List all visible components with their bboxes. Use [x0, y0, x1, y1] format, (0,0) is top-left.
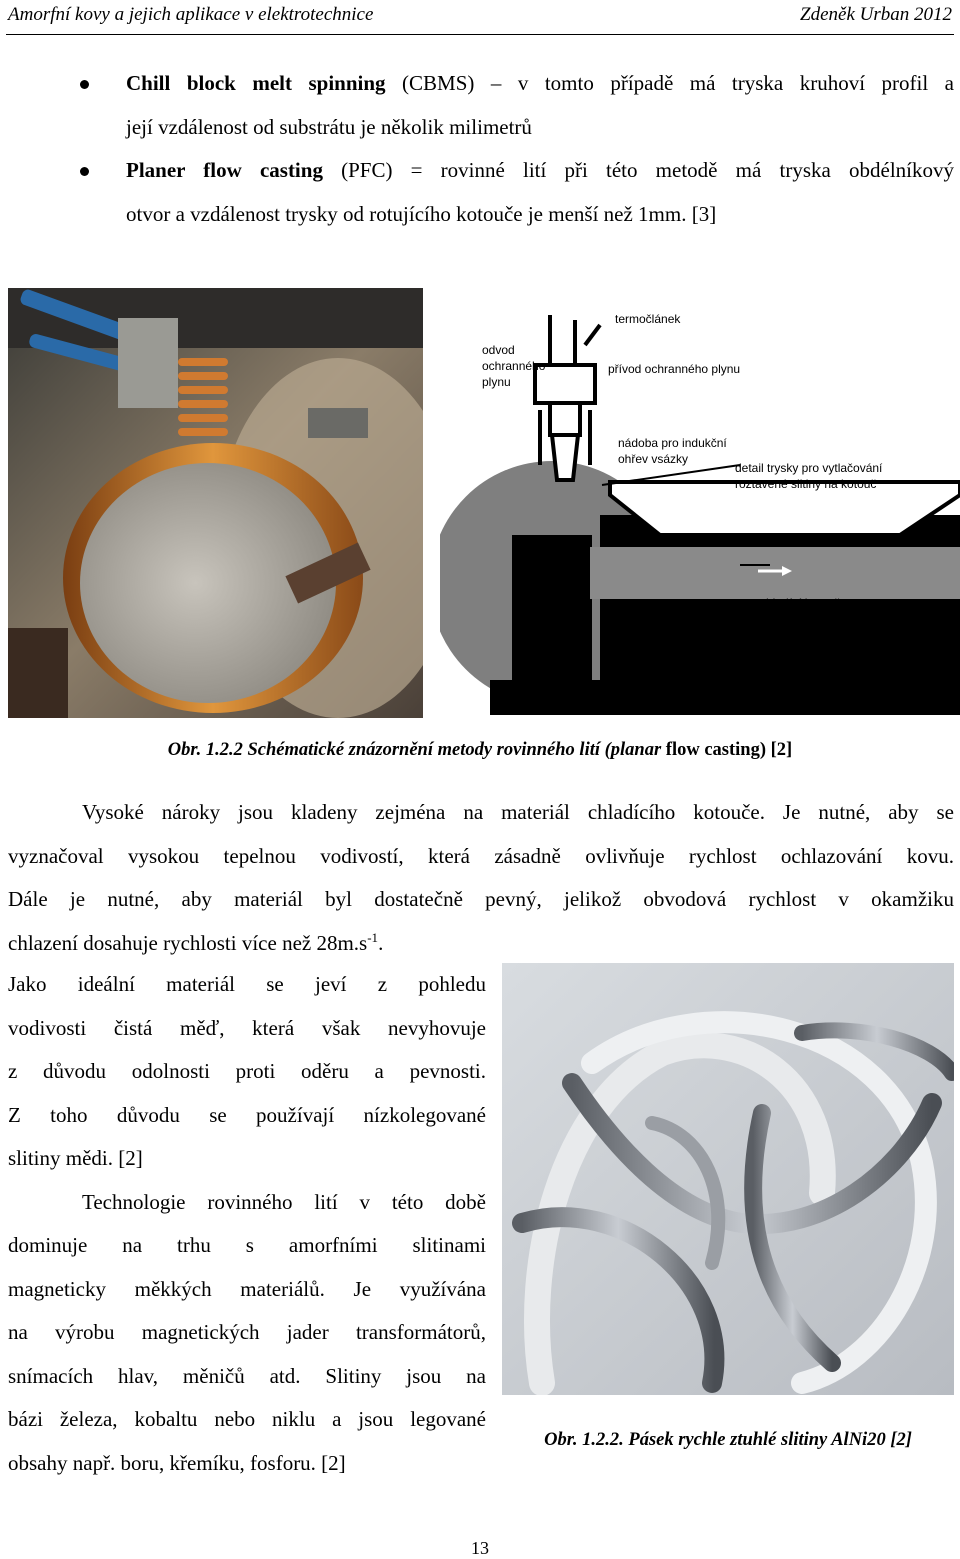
bullet-text: (PFC) = rovinné lití při této metodě má tryska obdélníkový	[322, 158, 954, 182]
label-solid-2: slitina	[620, 629, 651, 643]
bullet-dot-icon	[80, 167, 89, 176]
bullet-line: její vzdálenost od substrátu je několik milimetrů	[126, 114, 532, 139]
paragraph-line: vodivosti čistá měď, která však nevyhovuje	[8, 1015, 486, 1040]
paragraph-line: Jako ideální materiál se jeví z pohledu	[8, 972, 486, 996]
caption-italic: Obr. 1.2.2 Schématické znázornění metody rovinného lití (planar	[167, 740, 662, 760]
bullet-line	[126, 149, 954, 193]
figure-caption-1	[0, 740, 960, 761]
paragraph-line: magneticky měkkých materiálů. Je využívána	[8, 1276, 486, 1301]
paragraph-line: vyznačoval vysokou tepelnou vodivostí, která zásadně ovlivňuje rychlost ochlazování kovu.	[8, 843, 954, 868]
paragraph-line: Z toho důvodu se používají nízkolegované	[8, 1102, 486, 1127]
paragraph-line: obsahy např. boru, křemíku, fosforu. [2]	[8, 1450, 346, 1475]
paragraph-copper	[8, 963, 486, 1485]
header-title: Amorfní kovy a jejich aplikace v elektrotechnice	[8, 4, 374, 25]
paragraph-line: z důvodu odolnosti proti oděru a pevnosti.	[8, 1059, 486, 1083]
label-exhaust-2: ochranného	[482, 359, 546, 373]
paragraph-line: bázi železa, kobaltu nebo niklu a jsou legované	[8, 1407, 486, 1431]
paragraph-line: slitiny mědi. [2]	[8, 1146, 143, 1170]
bullet-term: Planer flow casting	[126, 158, 323, 182]
label-thermocouple: termočlánek	[615, 312, 681, 326]
caption-upright: flow casting) [2]	[661, 740, 793, 760]
line-end: .	[378, 930, 384, 955]
line-text: chlazení dosahuje rychlosti více než 28m.s	[8, 930, 368, 955]
bullet-line: otvor a vzdálenost trysky od rotujícího kotouče je menší než 1mm. [3]	[126, 201, 717, 226]
bullet-item-cbms	[0, 62, 960, 149]
paragraph-line: dominuje na trhu s amorfními slitinami	[8, 1233, 486, 1257]
melt-spinning-apparatus-photo	[8, 288, 423, 718]
bullet-list	[0, 62, 960, 236]
label-solid-1: rychle ztuhlá	[620, 613, 688, 627]
paragraph-line: na výrobu magnetických jader transformátorů,	[8, 1320, 486, 1344]
paragraph-line	[8, 922, 954, 966]
paragraph-line: snímacích hlav, měničů atd. Slitiny jsou na	[8, 1363, 486, 1388]
paragraph-line: Technologie rovinného lití v této době	[82, 1189, 486, 1214]
page-header	[6, 0, 954, 35]
bullet-item-pfc	[0, 149, 960, 236]
bullet-dot-icon	[80, 80, 89, 89]
label-detail-1: detail trysky pro vytlačování	[735, 461, 883, 475]
label-vessel-2: ohřev vsázky	[618, 452, 689, 466]
superscript: -1	[367, 929, 379, 945]
label-vessel-1: nádoba pro indukční	[618, 436, 727, 450]
label-gas-inlet: přívod ochranného plynu	[608, 362, 741, 376]
planar-flow-casting-diagram	[440, 285, 960, 715]
header-author-year: Zdeněk Urban 2012	[800, 4, 952, 25]
paragraph-line: Vysoké nároky jsou kladeny zejména na materiál chladícího kotouče. Je nutné, aby se	[82, 800, 954, 824]
label-cooling-wheel: chladící kotouč	[760, 596, 841, 610]
label-exhaust-1: odvod	[482, 343, 515, 357]
label-detail-2: roztavené slitiny na kotouč	[735, 477, 877, 491]
figure-caption-2: Obr. 1.2.2. Pásek rychle ztuhlé slitiny AlNi20 [2]	[544, 1430, 912, 1450]
paragraph-cooling-wheel	[8, 791, 954, 965]
amorphous-ribbon-photo	[502, 963, 954, 1395]
bullet-text: (CBMS) – v tomto případě má tryska kruhoví profil a	[385, 71, 955, 95]
paragraph-line: Dále je nutné, aby materiál byl dostatečně pevný, jelikož obvodová rychlost v okamžiku	[8, 887, 954, 911]
bullet-line	[126, 62, 954, 106]
label-exhaust-3: plynu	[482, 375, 511, 389]
bullet-term: Chill block melt spinning	[126, 71, 386, 95]
page-number: 13	[471, 1538, 489, 1558]
